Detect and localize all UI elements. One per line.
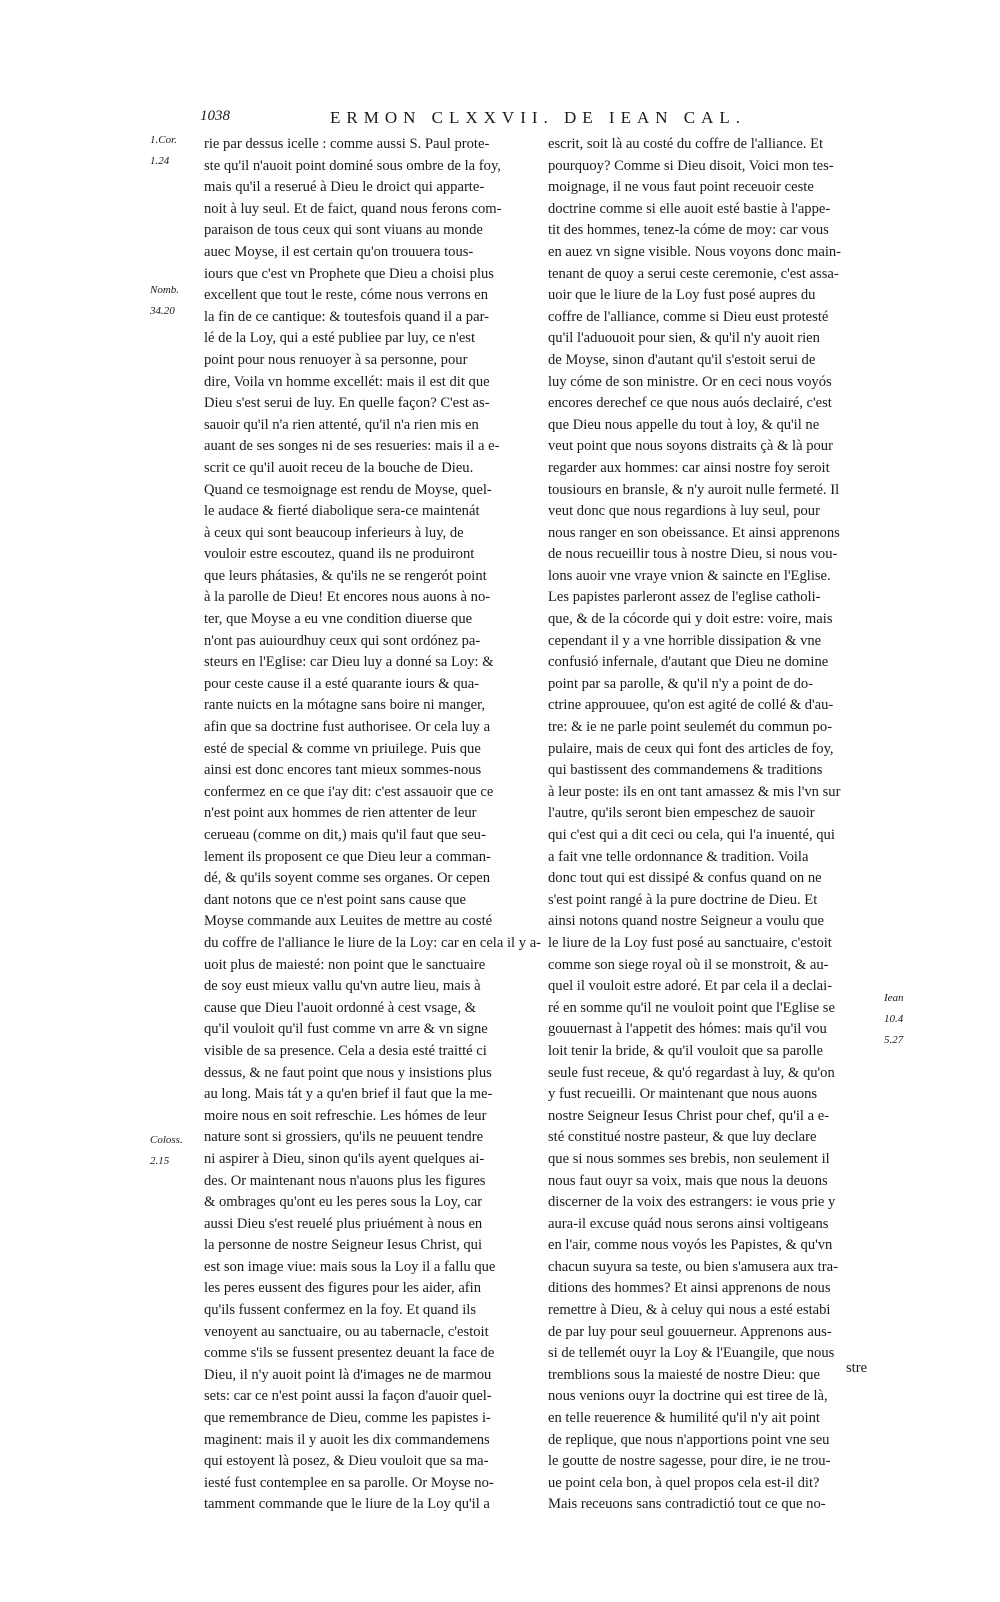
right-column-line: qu'il l'aduouoit pour sien, & qu'il n'y auoit rien bbox=[548, 330, 820, 347]
right-column-line: de par luy pour seul gouuerneur. Apprenons aus- bbox=[548, 1323, 832, 1340]
right-column-line: coffre de l'alliance, comme si Dieu eust protesté bbox=[548, 308, 829, 325]
left-column-line: de soy eust mieux vallu qu'vn autre lieu, mais à bbox=[204, 978, 481, 995]
right-column-line: pulaire, mais de ceux qui font des articles de foy, bbox=[548, 740, 834, 757]
right-column-line: tremblions sous la maiesté de nostre Dieu: que bbox=[548, 1366, 820, 1383]
right-column-line: sté constitué nostre pasteur, & que luy declare bbox=[548, 1129, 817, 1146]
right-column-line: donc tout qui est dissipé & confus quand on ne bbox=[548, 870, 822, 887]
right-column-line: cependant il y a vne horrible dissipation & vne bbox=[548, 632, 822, 649]
left-column-line: qu'il vouloit qu'il fust comme vn arre & vn signe bbox=[204, 1021, 488, 1038]
margin-reference-note: Iean 10.4 5.27 bbox=[884, 992, 904, 1046]
right-column-line: regarder aux hommes: car ainsi nostre foy seroit bbox=[548, 459, 830, 476]
right-column-line: ue point cela bon, à quel propos cela est-il dit? bbox=[548, 1474, 820, 1491]
left-column-line: rante nuicts en la mótagne sans boire ni manger, bbox=[204, 697, 486, 714]
left-column-line: & ombrages qu'ont eu les peres sous la Loy, car bbox=[204, 1194, 483, 1211]
left-column-line: afin que sa doctrine fust authorisee. Or cela luy a bbox=[204, 719, 491, 736]
left-column-line: ter, que Moyse a eu vne condition diuerse que bbox=[204, 611, 473, 628]
right-column-line: pourquoy? Comme si Dieu disoit, Voici mon tes- bbox=[548, 157, 834, 174]
right-column-line: à leur poste: ils en ont tant amassez & mis l'vn sur bbox=[548, 783, 841, 800]
right-column-line: si de tellemét ouyr la Loy & l'Euangile, que nous bbox=[548, 1345, 835, 1362]
left-column-line: paraison de tous ceux qui sont viuans au monde bbox=[204, 222, 483, 239]
right-column-line: doctrine comme si elle auoit esté bastie à l'appe- bbox=[548, 200, 831, 217]
left-column-line: la fin de ce cantique: & toutesfois quand il a par- bbox=[204, 308, 489, 325]
right-column-line: a fait vne telle ordonnance & tradition. Voila bbox=[548, 848, 809, 865]
left-column-line: noit à luy seul. Et de faict, quand nous ferons com- bbox=[204, 200, 502, 217]
left-column-line: auec Moyse, il est certain qu'on trouuera tous- bbox=[204, 243, 474, 260]
left-column-line: sauoir qu'il n'a rien attenté, qu'il n'a rien mis en bbox=[204, 416, 479, 433]
left-column-line: Moyse commande aux Leuites de mettre au costé bbox=[204, 913, 493, 930]
right-column-line: escrit, soit là au costé du coffre de l'alliance. Et bbox=[548, 136, 824, 152]
right-column-line: Les papistes parleront assez de l'eglise catholi- bbox=[548, 589, 821, 606]
right-column-line: qui bastissent des commandemens & traditions bbox=[548, 762, 823, 779]
right-column-line: loit tenir la bride, & qu'il vouloit que sa parolle bbox=[548, 1042, 823, 1059]
right-column-line: chacun suyura sa teste, ou bien s'amusera aux tra- bbox=[548, 1258, 838, 1275]
right-column-line: veut donc que nous regardions à luy seul, pour bbox=[548, 503, 820, 520]
right-column-line: gouuernast à l'appetit des hómes: mais qu'il vou bbox=[548, 1021, 827, 1038]
left-column-line: la personne de nostre Seigneur Iesus Christ, qui bbox=[204, 1237, 483, 1254]
left-column-line: nature sont si grossiers, qu'ils ne peuuent tendre bbox=[204, 1129, 484, 1146]
left-column-line: qui estoyent là posez, & Dieu vouloit que sa ma- bbox=[204, 1453, 489, 1470]
right-column-line: tenant de quoy a serui ceste ceremonie, c'est assa- bbox=[548, 265, 839, 282]
left-column-line: rie par dessus icelle : comme aussi S. Paul prote- bbox=[204, 136, 490, 152]
left-column-line: est son image viue: mais sous la Loy il a fallu que bbox=[204, 1258, 496, 1275]
page-number: 1038 bbox=[200, 108, 230, 124]
margin-reference-note: Coloss. 2.15 bbox=[150, 1134, 183, 1167]
right-column-line: ditions des hommes? Et ainsi apprenons de nous bbox=[548, 1280, 831, 1297]
right-text-column bbox=[548, 134, 882, 1516]
left-column-line: à ceux qui sont beaucoup inferieurs à luy, de bbox=[204, 524, 464, 541]
left-column-line: maginent: mais il y auoit les dix commandemens bbox=[204, 1431, 490, 1448]
right-column-line: l'autre, qu'ils seront bien empeschez de sauoir bbox=[548, 805, 815, 822]
right-column-line: nostre Seigneur Iesus Christ pour chef, qu'il a e- bbox=[548, 1107, 830, 1124]
left-column-line: aussi Dieu s'est reuelé plus priuément à nous en bbox=[204, 1215, 483, 1232]
right-column-line: nous ranger en son obeissance. Et ainsi apprenons bbox=[548, 524, 840, 541]
left-column-line: dé, & qu'ils soyent comme ses organes. Or cepen bbox=[204, 870, 491, 887]
left-column-line: les peres eussent des figures pour les aider, afin bbox=[204, 1280, 482, 1297]
right-column-line: lons auoir vne vraye vnion & saincte en l'Eglise. bbox=[548, 567, 831, 584]
right-column-line: de replique, que nous n'apportions point vne seu bbox=[548, 1431, 830, 1448]
right-column-line: veut point que nous soyons distraits çà & là pour bbox=[548, 438, 833, 455]
left-column-line: venoyent au sanctuaire, ou au tabernacle, c'estoit bbox=[204, 1323, 489, 1340]
right-column-line: point par sa parolle, & qu'il n'y a point de do- bbox=[548, 675, 814, 692]
left-column-line: dant notons que ce n'est point sans cause que bbox=[204, 891, 467, 908]
right-column-line: tre: & ie ne parle point seulemét du commun po- bbox=[548, 719, 833, 736]
right-column-line: confusió infernale, d'autant que Dieu ne domine bbox=[548, 654, 829, 671]
left-column-line: lement ils proposent ce que Dieu leur a comman- bbox=[204, 848, 491, 865]
left-column-line: à la parolle de Dieu! Et encores nous auons à no- bbox=[204, 589, 491, 606]
right-column-line: nous faut ouyr sa voix, mais que nous la deuons bbox=[548, 1172, 828, 1189]
left-column-line: du coffre de l'alliance le liure de la Loy: car en cela il y a- bbox=[204, 934, 542, 951]
right-column-line: tousiours en bransle, & n'y auroit nulle fermeté. Il bbox=[548, 481, 840, 498]
left-column-line: n'est point aux hommes de rien attenter de leur bbox=[204, 805, 477, 822]
right-column-line: ainsi notons quand nostre Seigneur a voulu que bbox=[548, 913, 825, 930]
right-column-line: que, & de la cócorde qui y doit estre: voire, mais bbox=[548, 611, 833, 628]
right-column-line: de Moyse, sinon d'autant qu'il s'estoit serui de bbox=[548, 351, 816, 368]
left-column-line: iours que c'est vn Prophete que Dieu a choisi plus bbox=[204, 265, 494, 282]
margin-reference-note: Nomb. 34.20 bbox=[150, 284, 180, 317]
left-column-line: steurs en l'Eglise: car Dieu luy a donné sa Loy: & bbox=[204, 654, 494, 671]
right-column-line: Mais receuons sans contradictió tout ce que no- bbox=[548, 1496, 826, 1513]
left-column-line: des. Or maintenant nous n'auons plus les figures bbox=[204, 1172, 486, 1189]
left-column-line: cerueau (comme on dit,) mais qu'il faut que seu- bbox=[204, 827, 486, 843]
left-column-line: qu'ils fussent confermez en la foy. Et quand ils bbox=[204, 1302, 477, 1319]
right-column-line: s'est point rangé à la pure doctrine de Dieu. Et bbox=[548, 891, 818, 908]
left-column-line: excellent que tout le reste, cóme nous verrons en bbox=[204, 287, 489, 304]
left-column-line: esté de special & comme vn priuilege. Puis que bbox=[204, 740, 481, 757]
right-column-line: en l'air, comme nous voyós les Papistes, & qu'vn bbox=[548, 1237, 833, 1254]
right-column-line: y fust recueilli. Or maintenant que nous auons bbox=[548, 1086, 818, 1103]
left-column-line: iesté fust contemplee en sa parolle. Or Moyse no- bbox=[204, 1474, 494, 1491]
left-column-line: scrit ce qu'il auoit receu de la bouche de Dieu. bbox=[204, 459, 474, 476]
left-column-line: le audace & fierté diabolique sera-ce maintenát bbox=[204, 503, 480, 520]
left-text-column bbox=[204, 134, 544, 1516]
left-column-line: sets: car ce n'est point aussi la façon d'auoir quel- bbox=[204, 1388, 492, 1405]
left-column-line: ste qu'il n'auoit point dominé sous ombre de la foy, bbox=[204, 157, 501, 174]
left-column-line: Quand ce tesmoignage est rendu de Moyse, quel- bbox=[204, 481, 492, 498]
right-column-line: luy cóme de son ministre. Or en ceci nous voyós bbox=[548, 373, 832, 390]
left-column-line: ainsi est donc encores tant mieux sommes-nous bbox=[204, 762, 482, 779]
left-column-line: tamment commande que le liure de la Loy qu'il a bbox=[204, 1496, 490, 1513]
left-column-line: pour ceste cause il a esté quarante iours & qua- bbox=[204, 675, 480, 692]
left-column-line: Dieu s'est serui de luy. En quelle façon? C'est as- bbox=[204, 395, 490, 412]
margin-reference-note: 1.Cor. 1.24 bbox=[150, 134, 177, 167]
right-column-line: moignage, il ne vous faut point receuoir ceste bbox=[548, 179, 814, 196]
right-column-line: qui c'est qui a dit ceci ou cela, qui l'a inuenté, qui bbox=[548, 827, 835, 843]
left-column-line: que leurs phátasies, & qu'ils ne se rengerót point bbox=[204, 567, 487, 584]
left-column-line: que remembrance de Dieu, comme les papistes i- bbox=[204, 1410, 491, 1427]
left-column-line: dessus, & ne faut point que nous y insistions plus bbox=[204, 1064, 492, 1081]
left-column-line: lé de la Loy, qui a esté publiee par luy, ce n'est bbox=[204, 330, 476, 347]
right-column-line: comme son siege royal où il se monstroit, & au- bbox=[548, 956, 829, 973]
right-column-line: le goutte de nostre sagesse, pour dire, ie ne trou- bbox=[548, 1453, 831, 1470]
left-column-line: moire nous en soit refreschie. Les hómes de leur bbox=[204, 1107, 487, 1124]
left-column-line: point pour nous renuoyer à sa personne, pour bbox=[204, 351, 468, 368]
right-column-line: que si nous sommes ses brebis, non seulement il bbox=[548, 1150, 830, 1167]
running-title: ERMON CLXXVII. DE IEAN CAL. bbox=[330, 108, 747, 127]
left-column-line: auant de ses songes ni de ses resueries: mais il a e- bbox=[204, 438, 500, 455]
left-column-line: cause que Dieu l'auoit ordonné à cest vsage, & bbox=[204, 999, 477, 1016]
running-head bbox=[200, 108, 880, 134]
right-column-line: remettre à Dieu, & à celuy qui nous a esté estabi bbox=[548, 1302, 831, 1319]
left-column-line: vouloir estre escoutez, quand ils ne produiront bbox=[204, 546, 475, 563]
left-column-line: au long. Mais tát y a qu'en brief il faut que la me- bbox=[204, 1086, 493, 1103]
left-column-line: dire, Voila vn homme excellét: mais il est dit que bbox=[204, 373, 490, 390]
left-column-line: n'ont pas auiourdhuy ceux qui sont ordónez pa- bbox=[204, 632, 481, 649]
right-column-line: le liure de la Loy fust posé au sanctuaire, c'estoit bbox=[548, 934, 832, 951]
right-column-line: tit des hommes, tenez-la cóme de moy: car vous bbox=[548, 222, 829, 239]
right-column-line: ctrine approuuee, qu'on est agité de collé & d'au- bbox=[548, 697, 834, 714]
left-column-line: mais qu'il a reserué à Dieu le droict qui apparte- bbox=[204, 179, 485, 196]
right-column-line: que Dieu nous appelle du tout à loy, & qu'il ne bbox=[548, 416, 820, 433]
right-column-line: encores derechef ce que nous auós declairé, c'est bbox=[548, 395, 832, 412]
right-column-line: quel il vouloit estre adoré. Et par cela il a declai- bbox=[548, 978, 833, 995]
right-column-line: de nous recueillir tous à nostre Dieu, si nous vou- bbox=[548, 546, 838, 563]
right-column-line: nous venions ouyr la doctrine qui est tiree de là, bbox=[548, 1388, 828, 1405]
right-column-line: uoir que le liure de la Loy fust posé aupres du bbox=[548, 287, 816, 304]
left-column-line: ni aspirer à Dieu, sinon qu'ils ayent quelques ai- bbox=[204, 1150, 485, 1167]
right-column-line: aura-il excuse quád nous serons ainsi voltigeans bbox=[548, 1215, 829, 1232]
right-column-line: discerner de la voix des estrangers: ie vous prie y bbox=[548, 1194, 836, 1211]
left-column-line: visible de sa presence. Cela a desia esté traitté ci bbox=[204, 1042, 487, 1059]
left-column-line: comme s'ils se fussent presentez deuant la face de bbox=[204, 1345, 495, 1362]
left-column-line: uoit plus de maiesté: non point que le sanctuaire bbox=[204, 956, 486, 973]
right-column-line: ré en somme qu'il ne vouloit point que l'Eglise se bbox=[548, 999, 835, 1016]
catchword: stre bbox=[846, 1360, 868, 1376]
right-column-line: en telle reuerence & humilité qu'il n'y ait point bbox=[548, 1410, 820, 1427]
right-column-line: seule fust receue, & qu'ó regardast à luy, & qu'on bbox=[548, 1064, 835, 1081]
left-column-line: confermez en ce que i'ay dit: c'est assauoir que ce bbox=[204, 783, 494, 800]
left-column-line: Dieu, il n'y auoit point là d'images ne de marmou bbox=[204, 1366, 492, 1383]
right-column-line: en auez vn signe visible. Nous voyons donc main- bbox=[548, 243, 842, 260]
